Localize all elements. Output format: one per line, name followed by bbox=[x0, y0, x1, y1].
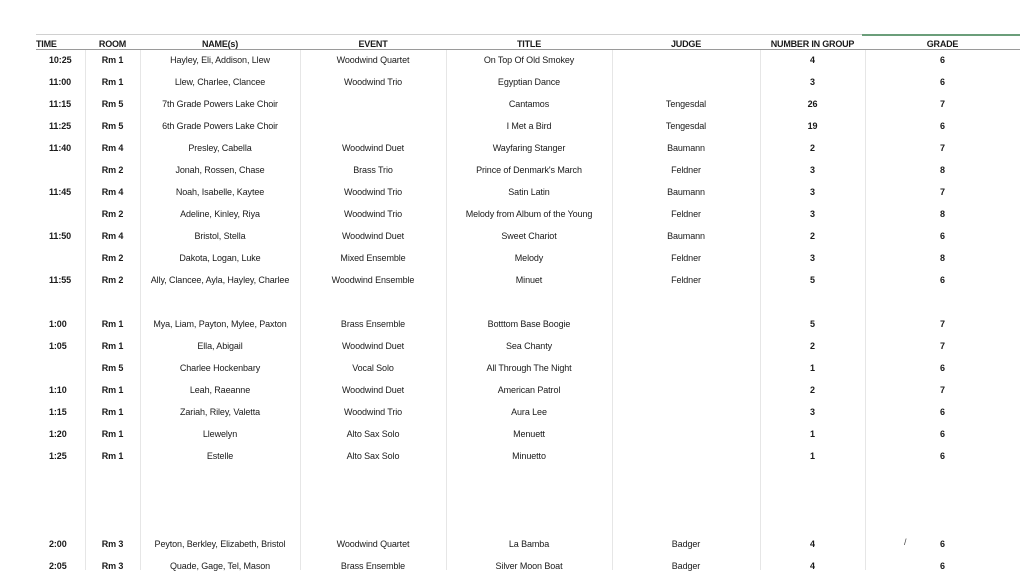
cell-judge: Feldner bbox=[671, 165, 701, 175]
cell-names: Ella, Abigail bbox=[197, 341, 243, 351]
cell-names: Zariah, Riley, Valetta bbox=[180, 407, 260, 417]
table-row bbox=[36, 379, 1020, 401]
cell-judge bbox=[612, 291, 760, 313]
cell-time: 1:25 bbox=[49, 451, 67, 461]
header-judge: JUDGE bbox=[670, 39, 701, 49]
cell-judge bbox=[612, 335, 760, 357]
table-row bbox=[36, 49, 1020, 71]
table-row bbox=[36, 225, 1020, 247]
cell-room bbox=[85, 489, 140, 511]
cell-title: La Bamba bbox=[508, 539, 550, 549]
cell-number: 19 bbox=[807, 121, 818, 131]
cell-room: Rm 2 bbox=[101, 209, 124, 219]
cell-number: 4 bbox=[810, 55, 815, 65]
table-row bbox=[36, 489, 1020, 511]
cell-room: Rm 5 bbox=[101, 99, 124, 109]
cell-names: Noah, Isabelle, Kaytee bbox=[175, 187, 265, 197]
cell-grade: 6 bbox=[940, 275, 945, 285]
cell-event: Woodwind Ensemble bbox=[331, 275, 415, 285]
cell-room bbox=[85, 511, 140, 533]
cell-grade: 6 bbox=[940, 363, 945, 373]
cell-title: Sweet Chariot bbox=[501, 231, 557, 241]
cell-room: Rm 1 bbox=[101, 341, 124, 351]
cell-grade bbox=[865, 511, 1020, 533]
cell-time bbox=[36, 511, 85, 533]
cell-title: On Top Of Old Smokey bbox=[483, 55, 575, 65]
table-row bbox=[36, 71, 1020, 93]
table-row bbox=[36, 203, 1020, 225]
cell-title: Silver Moon Boat bbox=[495, 561, 563, 571]
cell-judge: Tengesdal bbox=[665, 99, 707, 109]
cell-time: 1:10 bbox=[49, 385, 67, 395]
cell-names: Peyton, Berkley, Elizabeth, Bristol bbox=[154, 539, 286, 549]
table-row bbox=[36, 181, 1020, 203]
cell-room: Rm 1 bbox=[101, 385, 124, 395]
cell-judge: Feldner bbox=[671, 253, 701, 263]
cell-judge bbox=[612, 401, 760, 423]
cell-time: 10:25 bbox=[49, 55, 72, 65]
cell-judge bbox=[612, 49, 760, 71]
cell-number: 26 bbox=[807, 99, 818, 109]
cell-event: Brass Trio bbox=[353, 165, 393, 175]
table-row bbox=[36, 115, 1020, 137]
cell-grade bbox=[865, 489, 1020, 511]
cell-judge: Baumann bbox=[667, 231, 705, 241]
cell-number: 5 bbox=[810, 275, 815, 285]
cell-room: Rm 5 bbox=[101, 121, 124, 131]
cell-event bbox=[300, 511, 446, 533]
table-row bbox=[36, 555, 1020, 577]
cell-room: Rm 2 bbox=[101, 275, 124, 285]
cell-judge: Baumann bbox=[667, 143, 705, 153]
cell-grade: 7 bbox=[940, 341, 945, 351]
cell-names: Llewelyn bbox=[202, 429, 238, 439]
cell-room: Rm 2 bbox=[101, 253, 124, 263]
cell-judge bbox=[612, 313, 760, 335]
cell-names: 6th Grade Powers Lake Choir bbox=[162, 121, 278, 131]
table-row bbox=[36, 247, 1020, 269]
cell-title: Melody from Album of the Young bbox=[465, 209, 593, 219]
cell-room: Rm 2 bbox=[101, 165, 124, 175]
cell-names bbox=[140, 291, 300, 313]
cell-event: Woodwind Trio bbox=[343, 407, 403, 417]
cell-judge bbox=[612, 489, 760, 511]
table-row bbox=[36, 511, 1020, 533]
cell-time: 1:00 bbox=[49, 319, 67, 329]
cell-judge: Badger bbox=[671, 539, 701, 549]
cell-event: Woodwind Duet bbox=[341, 143, 405, 153]
table-row bbox=[36, 137, 1020, 159]
cell-time bbox=[36, 203, 85, 225]
cell-event: Woodwind Trio bbox=[343, 187, 403, 197]
cell-names bbox=[140, 489, 300, 511]
cell-event: Brass Ensemble bbox=[340, 319, 406, 329]
table-row bbox=[36, 357, 1020, 379]
cell-names: Leah, Raeanne bbox=[189, 385, 251, 395]
cell-title: Minuet bbox=[515, 275, 543, 285]
cell-event bbox=[300, 489, 446, 511]
cell-time bbox=[36, 291, 85, 313]
cell-names: Bristol, Stella bbox=[194, 231, 246, 241]
cell-room: Rm 4 bbox=[101, 231, 124, 241]
cell-title: I Met a Bird bbox=[506, 121, 552, 131]
cell-title: Wayfaring Stanger bbox=[492, 143, 566, 153]
cell-number: 1 bbox=[810, 429, 815, 439]
stray-mark: / bbox=[904, 537, 907, 547]
cell-event: Alto Sax Solo bbox=[346, 451, 400, 461]
cell-number: 5 bbox=[810, 319, 815, 329]
cell-names bbox=[140, 467, 300, 489]
table-row bbox=[36, 291, 1020, 313]
cell-names: Hayley, Eli, Addison, Llew bbox=[170, 55, 270, 65]
cell-grade: 8 bbox=[940, 253, 945, 263]
cell-number: 3 bbox=[810, 407, 815, 417]
cell-number: 2 bbox=[810, 143, 815, 153]
table-row bbox=[36, 93, 1020, 115]
cell-title: All Through The Night bbox=[486, 363, 572, 373]
cell-grade: 6 bbox=[940, 451, 945, 461]
cell-room bbox=[85, 467, 140, 489]
cell-time: 1:20 bbox=[49, 429, 67, 439]
cell-room bbox=[85, 291, 140, 313]
cell-grade: 7 bbox=[940, 143, 945, 153]
cell-number: 4 bbox=[810, 561, 815, 571]
header-row bbox=[36, 36, 1020, 49]
table-row bbox=[36, 423, 1020, 445]
cell-event bbox=[300, 291, 446, 313]
cell-grade: 6 bbox=[940, 77, 945, 87]
cell-event: Woodwind Trio bbox=[343, 209, 403, 219]
cell-title: Satin Latin bbox=[508, 187, 550, 197]
cell-room: Rm 1 bbox=[101, 319, 124, 329]
cell-event bbox=[300, 115, 446, 137]
cell-names: Dakota, Logan, Luke bbox=[179, 253, 261, 263]
cell-number bbox=[760, 489, 865, 511]
cell-grade: 7 bbox=[940, 187, 945, 197]
table-row bbox=[36, 445, 1020, 467]
cell-title: Egyptian Dance bbox=[497, 77, 561, 87]
cell-grade: 6 bbox=[940, 231, 945, 241]
header-event: EVENT bbox=[358, 39, 388, 49]
cell-names: 7th Grade Powers Lake Choir bbox=[162, 99, 278, 109]
cell-grade: 6 bbox=[940, 561, 945, 571]
cell-time bbox=[36, 467, 85, 489]
cell-grade: 6 bbox=[940, 407, 945, 417]
cell-names bbox=[140, 511, 300, 533]
cell-title: Menuett bbox=[513, 429, 545, 439]
cell-grade: 6 bbox=[940, 121, 945, 131]
cell-event: Woodwind Quartet bbox=[336, 55, 410, 65]
cell-time: 2:05 bbox=[49, 561, 67, 571]
cell-judge: Tengesdal bbox=[665, 121, 707, 131]
cell-number bbox=[760, 291, 865, 313]
cell-title: Prince of Denmark's March bbox=[476, 165, 582, 175]
cell-names: Llew, Charlee, Clancee bbox=[174, 77, 266, 87]
cell-time: 11:45 bbox=[49, 187, 72, 197]
cell-names: Quade, Gage, Tel, Mason bbox=[169, 561, 271, 571]
cell-time: 1:15 bbox=[49, 407, 67, 417]
cell-time: 11:15 bbox=[49, 99, 72, 109]
header-number: NUMBER IN GROUP bbox=[770, 39, 855, 49]
cell-judge bbox=[612, 357, 760, 379]
cell-title bbox=[446, 467, 612, 489]
cell-time bbox=[36, 159, 85, 181]
cell-room: Rm 4 bbox=[101, 187, 124, 197]
cell-grade: 6 bbox=[940, 55, 945, 65]
cell-title bbox=[446, 511, 612, 533]
cell-title: Minuetto bbox=[512, 451, 546, 461]
cell-number: 3 bbox=[810, 165, 815, 175]
cell-room: Rm 1 bbox=[101, 77, 124, 87]
cell-names: Adeline, Kinley, Riya bbox=[180, 209, 260, 219]
cell-time: 11:55 bbox=[49, 275, 72, 285]
schedule-table bbox=[36, 36, 1020, 577]
cell-time: 1:05 bbox=[49, 341, 67, 351]
cell-judge bbox=[612, 511, 760, 533]
cell-number bbox=[760, 511, 865, 533]
cell-number: 3 bbox=[810, 209, 815, 219]
cell-judge: Badger bbox=[671, 561, 701, 571]
cell-time: 11:50 bbox=[49, 231, 72, 241]
cell-judge bbox=[612, 379, 760, 401]
cell-judge bbox=[612, 423, 760, 445]
table-row bbox=[36, 467, 1020, 489]
cell-grade: 6 bbox=[940, 539, 945, 549]
cell-judge bbox=[612, 445, 760, 467]
cell-grade bbox=[865, 291, 1020, 313]
cell-time bbox=[36, 247, 85, 269]
cell-judge: Feldner bbox=[671, 275, 701, 285]
cell-title: American Patrol bbox=[497, 385, 561, 395]
cell-number: 4 bbox=[810, 539, 815, 549]
cell-time: 11:00 bbox=[49, 77, 72, 87]
table-row bbox=[36, 335, 1020, 357]
cell-number bbox=[760, 467, 865, 489]
cell-number: 3 bbox=[810, 253, 815, 263]
cell-grade: 7 bbox=[940, 385, 945, 395]
header-room: ROOM bbox=[98, 39, 127, 49]
cell-room: Rm 1 bbox=[101, 429, 124, 439]
header-title: TITLE bbox=[517, 39, 541, 49]
cell-grade: 8 bbox=[940, 209, 945, 219]
cell-event: Brass Ensemble bbox=[340, 561, 406, 571]
table-row bbox=[36, 159, 1020, 181]
cell-number: 2 bbox=[810, 385, 815, 395]
cell-room: Rm 3 bbox=[101, 561, 124, 571]
cell-room: Rm 5 bbox=[101, 363, 124, 373]
cell-names: Jonah, Rossen, Chase bbox=[175, 165, 265, 175]
cell-names: Mya, Liam, Payton, Mylee, Paxton bbox=[153, 319, 287, 329]
cell-event bbox=[300, 467, 446, 489]
cell-judge bbox=[612, 467, 760, 489]
schedule-body bbox=[36, 49, 1020, 577]
cell-judge: Feldner bbox=[671, 209, 701, 219]
cell-title: Cantamos bbox=[508, 99, 550, 109]
cell-number: 3 bbox=[810, 77, 815, 87]
cell-title: Melody bbox=[514, 253, 544, 263]
cell-title bbox=[446, 291, 612, 313]
cell-grade: 6 bbox=[940, 429, 945, 439]
cell-room: Rm 1 bbox=[101, 451, 124, 461]
table-row bbox=[36, 401, 1020, 423]
cell-event bbox=[300, 93, 446, 115]
cell-names: Ally, Clancee, Ayla, Hayley, Charlee bbox=[150, 275, 290, 285]
cell-title: Sea Chanty bbox=[505, 341, 553, 351]
cell-grade bbox=[865, 467, 1020, 489]
cell-time: 2:00 bbox=[49, 539, 67, 549]
cell-grade: 7 bbox=[940, 99, 945, 109]
table-row bbox=[36, 269, 1020, 291]
header-names: NAME(s) bbox=[201, 39, 239, 49]
cell-event: Woodwind Trio bbox=[343, 77, 403, 87]
header-grade: GRADE bbox=[926, 39, 959, 49]
cell-room: Rm 4 bbox=[101, 143, 124, 153]
cell-event: Mixed Ensemble bbox=[340, 253, 406, 263]
cell-time bbox=[36, 357, 85, 379]
cell-time: 11:25 bbox=[49, 121, 72, 131]
cell-judge bbox=[612, 71, 760, 93]
cell-names: Presley, Cabella bbox=[188, 143, 252, 153]
cell-title: Botttom Base Boogie bbox=[487, 319, 571, 329]
cell-names: Estelle bbox=[206, 451, 234, 461]
cell-number: 3 bbox=[810, 187, 815, 197]
cell-room: Rm 1 bbox=[101, 407, 124, 417]
cell-title: Aura Lee bbox=[511, 407, 547, 417]
table-row bbox=[36, 313, 1020, 335]
table-row bbox=[36, 533, 1020, 555]
cell-title bbox=[446, 489, 612, 511]
cell-event: Woodwind Duet bbox=[341, 231, 405, 241]
cell-number: 1 bbox=[810, 363, 815, 373]
cell-number: 1 bbox=[810, 451, 815, 461]
cell-judge: Baumann bbox=[667, 187, 705, 197]
header-time: TIME bbox=[36, 39, 57, 49]
cell-room: Rm 3 bbox=[101, 539, 124, 549]
cell-event: Woodwind Quartet bbox=[336, 539, 410, 549]
cell-number: 2 bbox=[810, 341, 815, 351]
cell-event: Vocal Solo bbox=[352, 363, 394, 373]
cell-event: Alto Sax Solo bbox=[346, 429, 400, 439]
cell-time: 11:40 bbox=[49, 143, 72, 153]
cell-number: 2 bbox=[810, 231, 815, 241]
cell-event: Woodwind Duet bbox=[341, 385, 405, 395]
cell-time bbox=[36, 489, 85, 511]
cell-room: Rm 1 bbox=[101, 55, 124, 65]
cell-names: Charlee Hockenbary bbox=[179, 363, 261, 373]
cell-grade: 8 bbox=[940, 165, 945, 175]
cell-grade: 7 bbox=[940, 319, 945, 329]
cell-event: Woodwind Duet bbox=[341, 341, 405, 351]
